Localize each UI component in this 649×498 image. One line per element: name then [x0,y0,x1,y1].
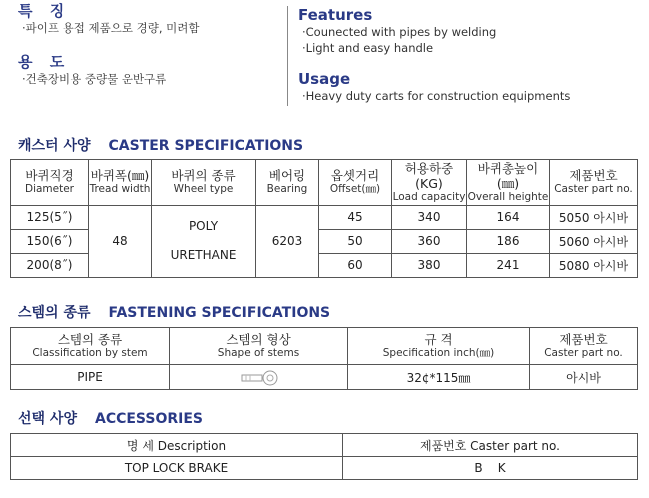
header-cell: 제품번호 Caster part no. [530,328,638,365]
accessories-title-en: ACCESSORIES [94,411,204,427]
accessories-section-title [18,408,203,428]
usage-en-title: Usage [298,70,351,88]
table-row [11,457,638,480]
header-cell: 바퀴직경 Diameter [11,160,89,206]
header-cell: 스템의 형상 Shape of stems [170,328,348,365]
usage-ko-item: ·건축장비용 중량물 운반구류 [22,72,167,86]
description-cell: TOP LOCK BRAKE [11,457,343,480]
table-header-row [11,160,638,206]
features-ko-item: ·파이프 용접 제품으로 경량, 미려함 [22,21,200,35]
spec-cell: 32¢*115㎜ [348,365,530,390]
fastening-spec-table [10,327,638,390]
header-cell: 바퀴총높이(㎜) Overall heighte [467,160,550,206]
part-cell: 아시바 [530,365,638,390]
classification-cell: PIPE [11,365,170,390]
accessories-title-ko: 선택 사양 [18,411,77,427]
stem-shape-cell [170,365,348,390]
features-en-title: Features [298,6,373,24]
pipe-stem-icon [236,369,282,387]
fastening-title-ko: 스템의 종류 [18,305,91,321]
header-cell: 바퀴폭(㎜) Tread width [89,160,152,206]
height-cell: 186 [467,229,550,253]
fastening-section-title [18,302,330,322]
features-en-item: ·Counected with pipes by welding [302,25,497,39]
height-cell: 241 [467,253,550,277]
caster-spec-table [10,159,638,278]
table-row [11,205,638,229]
divider-line [287,6,288,106]
diameter-cell: 150(6˝) [11,229,89,253]
height-cell: 164 [467,205,550,229]
caster-section-title [18,135,303,155]
table-header-row [11,328,638,365]
offset-cell: 60 [319,253,392,277]
part-cell: 5060 아시바 [550,229,638,253]
load-cell: 340 [392,205,467,229]
features-en-item: ·Light and easy handle [302,41,434,55]
load-cell: 380 [392,253,467,277]
header-cell: 스템의 종류 Classification by stem [11,328,170,365]
korean-features-block [18,0,288,87]
header-cell: 허용하중(KG) Load capacity [392,160,467,206]
load-cell: 360 [392,229,467,253]
diameter-cell: 125(5˝) [11,205,89,229]
accessories-table [10,433,638,480]
header-cell: 베어링 Bearing [256,160,319,206]
features-ko-title: 특 징 [18,2,71,20]
caster-title-ko: 캐스터 사양 [18,138,91,154]
table-header-row [11,434,638,457]
table-row [11,365,638,390]
diameter-cell: 200(8˝) [11,253,89,277]
wheel-type-urethane: URETHANE [170,248,237,263]
offset-cell: 50 [319,229,392,253]
part-cell: 5050 아시바 [550,205,638,229]
header-cell: 제품번호 Caster part no. [550,160,638,206]
wheel-type-poly: POLY [188,219,219,234]
header-cell: 명 세 Description [11,434,343,457]
header-cell: 바퀴의 종류 Wheel type [152,160,256,206]
caster-title-en: CASTER SPECIFICATIONS [108,138,304,154]
english-features-block [298,0,638,104]
usage-ko-title: 용 도 [18,53,71,71]
part-cell: B K [343,457,638,480]
header-cell: 제품번호 Caster part no. [343,434,638,457]
offset-cell: 45 [319,205,392,229]
usage-en-item: ·Heavy duty carts for construction equipments [302,89,571,103]
wheel-type-cell [152,205,256,277]
bearing-cell: 6203 [256,205,319,277]
part-cell: 5080 아시바 [550,253,638,277]
header-cell: 옵셋거리 Offset(㎜) [319,160,392,206]
fastening-title-en: FASTENING SPECIFICATIONS [108,305,331,321]
header-cell: 규 격 Specification inch(㎜) [348,328,530,365]
tread-width-cell: 48 [89,205,152,277]
